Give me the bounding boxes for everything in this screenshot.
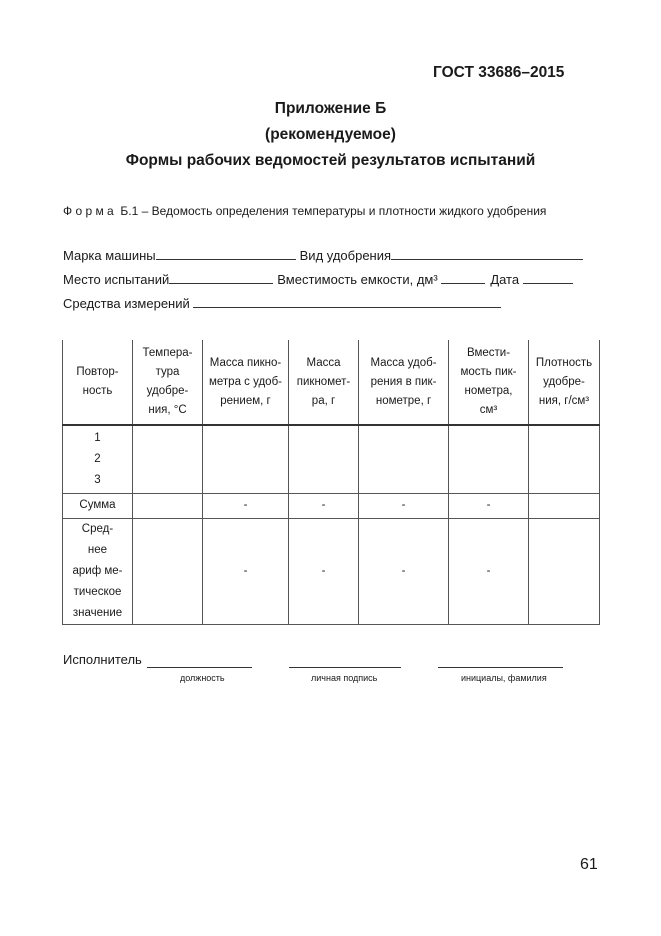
appendix-status: (рекомендуемое)	[265, 126, 396, 143]
table-cell[interactable]	[133, 493, 203, 518]
machine-blank[interactable]	[156, 259, 296, 260]
signature-line[interactable]	[289, 667, 401, 668]
appendix-title: Приложение Б	[274, 100, 387, 117]
mean-label: Сред- нее ариф ме- тическое значение	[63, 518, 133, 624]
appendix-heading: Формы рабочих ведомостей результатов испытаний	[125, 152, 536, 169]
dash-cell: -	[359, 518, 449, 624]
repeat-number: 1	[94, 431, 101, 444]
table-cell[interactable]	[359, 425, 449, 493]
standard-number: ГОСТ 33686–2015	[433, 64, 565, 81]
dash-cell: -	[203, 518, 289, 624]
table-cell[interactable]	[529, 425, 600, 493]
date-blank[interactable]	[523, 283, 573, 284]
header-pycnometer-capacity: Вмести- мость пик- нометра, см³	[449, 340, 529, 425]
form-name: Б.1 – Ведомость определения температуры и плотности жидкого удобрения	[120, 204, 547, 218]
header-mass-pycnometer-with-fertilizer: Масса пикно- метра с удоб- рением, г	[203, 340, 289, 425]
header-mass-pycnometer: Масса пикномет- ра, г	[289, 340, 359, 425]
dash-cell: -	[449, 493, 529, 518]
table-cell[interactable]	[529, 518, 600, 624]
table-cell[interactable]	[289, 425, 359, 493]
table-header-row	[63, 340, 600, 425]
form-caption	[63, 204, 546, 218]
repeat-numbers-cell	[63, 425, 133, 493]
header-density: Плотность удобре- ния, г/см³	[529, 340, 600, 425]
table-row	[63, 425, 600, 493]
table-cell[interactable]	[203, 425, 289, 493]
instruments-label: Средства измерений	[63, 296, 190, 311]
dash-cell: -	[449, 518, 529, 624]
capacity-blank[interactable]	[441, 283, 485, 284]
table-cell[interactable]	[133, 518, 203, 624]
results-table	[62, 340, 600, 625]
header-repeat: Повтор- ность	[63, 340, 133, 425]
fertilizer-label: Вид удобрения	[299, 248, 392, 263]
position-caption: должность	[180, 673, 225, 683]
capacity-label: Вместимость емкости, дм³	[277, 272, 438, 287]
dash-cell: -	[289, 518, 359, 624]
position-line[interactable]	[147, 667, 252, 668]
form-label: Ф о р м а	[63, 204, 114, 218]
instruments-blank[interactable]	[193, 307, 501, 308]
place-blank[interactable]	[169, 283, 273, 284]
machine-field-row	[63, 248, 583, 263]
date-label: Дата	[490, 272, 520, 287]
place-field-row	[63, 272, 573, 287]
page-number: 61	[580, 856, 598, 873]
mean-row	[63, 518, 600, 624]
name-caption: инициалы, фамилия	[461, 673, 547, 683]
executor-label: Исполнитель	[63, 652, 142, 667]
instruments-field-row	[63, 296, 501, 311]
table-cell[interactable]	[529, 493, 600, 518]
sum-row	[63, 493, 600, 518]
signature-caption: личная подпись	[311, 673, 378, 683]
fertilizer-blank[interactable]	[391, 259, 583, 260]
table-cell[interactable]	[133, 425, 203, 493]
dash-cell: -	[359, 493, 449, 518]
header-temperature: Темпера- тура удобре- ния, °С	[133, 340, 203, 425]
dash-cell: -	[203, 493, 289, 518]
repeat-number: 3	[94, 473, 101, 486]
place-label: Место испытаний	[63, 272, 170, 287]
sum-label: Сумма	[63, 493, 133, 518]
machine-label: Марка машины	[63, 248, 156, 263]
name-line[interactable]	[438, 667, 563, 668]
table-cell[interactable]	[449, 425, 529, 493]
dash-cell: -	[289, 493, 359, 518]
header-mass-fertilizer: Масса удоб- рения в пик- нометре, г	[359, 340, 449, 425]
repeat-number: 2	[94, 452, 101, 465]
